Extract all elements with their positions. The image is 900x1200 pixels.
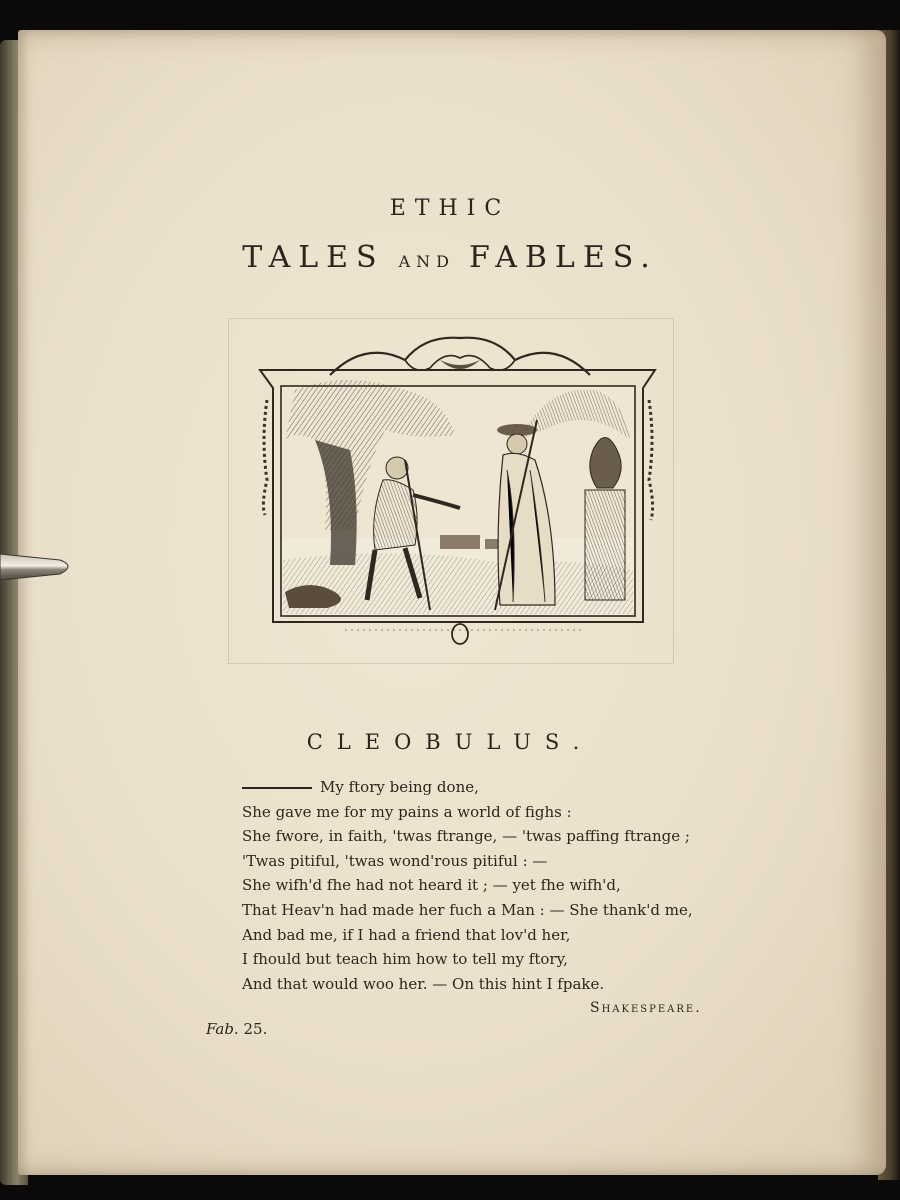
poem-line-8: I fhould but teach him how to tell my ftory,	[242, 950, 568, 969]
poem-attribution: Shakespeare.	[590, 1000, 702, 1016]
engraving-illustration	[255, 330, 665, 650]
fable-label: Fab.	[206, 1020, 239, 1038]
header-tales: TALES	[242, 240, 385, 275]
header-fables: FABLES.	[469, 240, 658, 275]
poem-line-1	[242, 775, 702, 800]
header-ethic: ETHIC	[389, 196, 511, 221]
poem-line-5: She wifh'd fhe had not heard it ; — yet fhe wifh'd,	[242, 876, 621, 895]
poem-line-9: And that would woo her. — On this hint I fpake.	[242, 974, 605, 993]
poem-body	[242, 775, 702, 996]
poem-line-6: That Heav'n had made her fuch a Man : — She thank'd me,	[242, 900, 693, 919]
poem-line-1-text: My ftory being done,	[320, 778, 479, 796]
poem-title: CLEOBULUS.	[306, 730, 594, 754]
poem-line-7: And bad me, if I had a friend that lov'd her,	[242, 925, 571, 944]
fable-reference	[206, 1020, 267, 1038]
poem-line-4: 'Twas pitiful, 'twas wond'rous pitiful : —	[242, 851, 548, 870]
header-and: AND	[398, 252, 456, 271]
poem-line-2: She gave me for my pains a world of fighs :	[242, 802, 572, 821]
header-tales-and-fables	[0, 240, 900, 275]
bookmark-clip-icon[interactable]	[0, 548, 78, 586]
em-rule	[242, 787, 312, 789]
poem-line-3: She fwore, in faith, 'twas ftrange, — 'twas paffing ftrange ;	[242, 827, 690, 846]
fable-number: 25.	[243, 1020, 268, 1038]
